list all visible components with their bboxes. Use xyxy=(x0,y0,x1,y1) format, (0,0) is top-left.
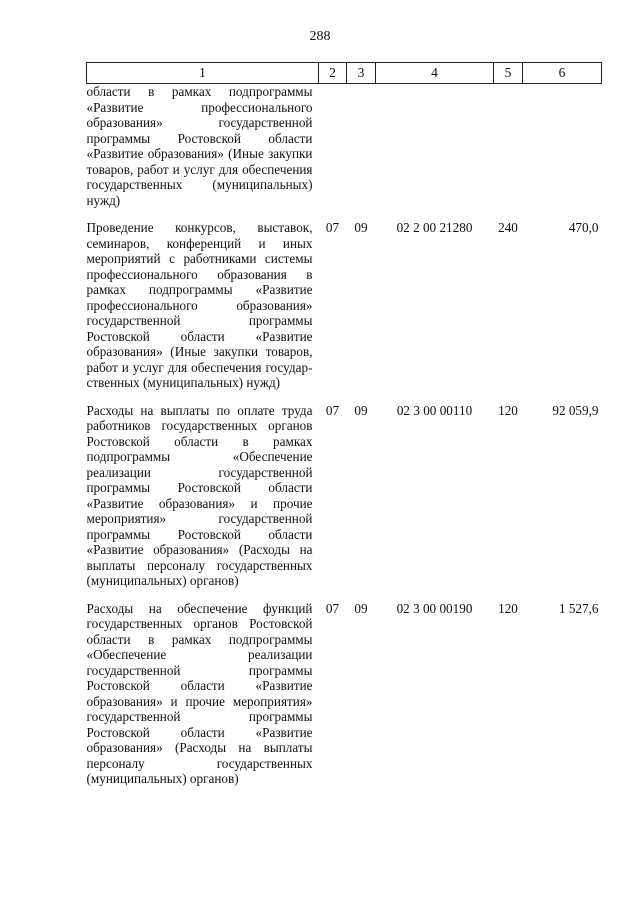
budget-table xyxy=(86,62,602,787)
row-target: 02 2 00 21280 xyxy=(396,220,473,235)
row-subsection xyxy=(347,84,376,209)
table-row xyxy=(87,391,602,589)
row-description: области в рамках подпрограммы «Развитие профессионального образования» государственной программы Ростовской области «Развитие образования» (Иные закупки товаров, работ и услуг для обеспечения государственных (муниципальных) нужд) xyxy=(86,84,313,208)
row-subsection: 09 xyxy=(354,220,368,235)
table-row xyxy=(87,84,602,209)
header-col-4: 4 xyxy=(376,63,494,84)
row-description: Расходы на обеспечение функций государственных органов Ростовской области в рамках подпрограммы «Обеспечение реализации государственной программы Ростовской области «Развитие образования» и прочие мероприятия» государственной программы Ростовской области «Развитие образования» (Расходы на выплаты персоналу государственных (муниципальных) органов) xyxy=(86,600,313,786)
row-section xyxy=(319,84,347,209)
header-col-2: 2 xyxy=(319,63,347,84)
header-col-6: 6 xyxy=(523,63,602,84)
row-subsection: 09 xyxy=(354,600,368,616)
table-row xyxy=(87,208,602,391)
row-expense-type: 120 xyxy=(498,600,518,616)
row-expense-type: 240 xyxy=(498,220,518,235)
row-amount: 92 059,9 xyxy=(552,402,599,418)
header-col-1: 1 xyxy=(87,63,319,84)
row-section: 07 xyxy=(325,220,340,235)
row-amount xyxy=(523,84,602,209)
table-body xyxy=(87,84,602,787)
row-target: 02 3 00 00110 xyxy=(396,402,473,418)
page-number: 288 xyxy=(309,29,331,44)
row-amount: 1 527,6 xyxy=(558,600,599,616)
row-section: 07 xyxy=(325,600,340,616)
row-expense-type xyxy=(494,84,523,209)
row-subsection: 09 xyxy=(354,402,368,418)
row-amount: 470,0 xyxy=(568,220,599,235)
row-description: Проведение конкурсов, выставок, семинаров, конференций и иных мероприятий с работниками системы профессионального образования в рамках подпрограммы «Развитие профессионального образования» государственной программы Ростовской области «Развитие образования» (Иные закупки товаров, работ и услуг для обеспечения государственных (муниципальных) нужд) xyxy=(86,220,313,390)
header-col-3: 3 xyxy=(347,63,376,84)
row-description: Расходы на выплаты по оплате труда работников государственных органов Ростовской области в рамках подпрограммы «Обеспечение реализации государственной программы Ростовской области «Развитие образования» и прочие мероприятия» государственной программы Ростовской области «Развитие образования» (Расходы на выплаты персоналу государственных (муниципальных) органов) xyxy=(86,402,313,588)
row-target xyxy=(376,84,494,209)
header-col-5: 5 xyxy=(494,63,523,84)
table-header xyxy=(87,63,602,84)
row-expense-type: 120 xyxy=(498,402,518,418)
row-target: 02 3 00 00190 xyxy=(396,600,473,616)
header-row xyxy=(87,63,602,84)
table-row xyxy=(87,589,602,787)
row-section: 07 xyxy=(325,402,340,418)
